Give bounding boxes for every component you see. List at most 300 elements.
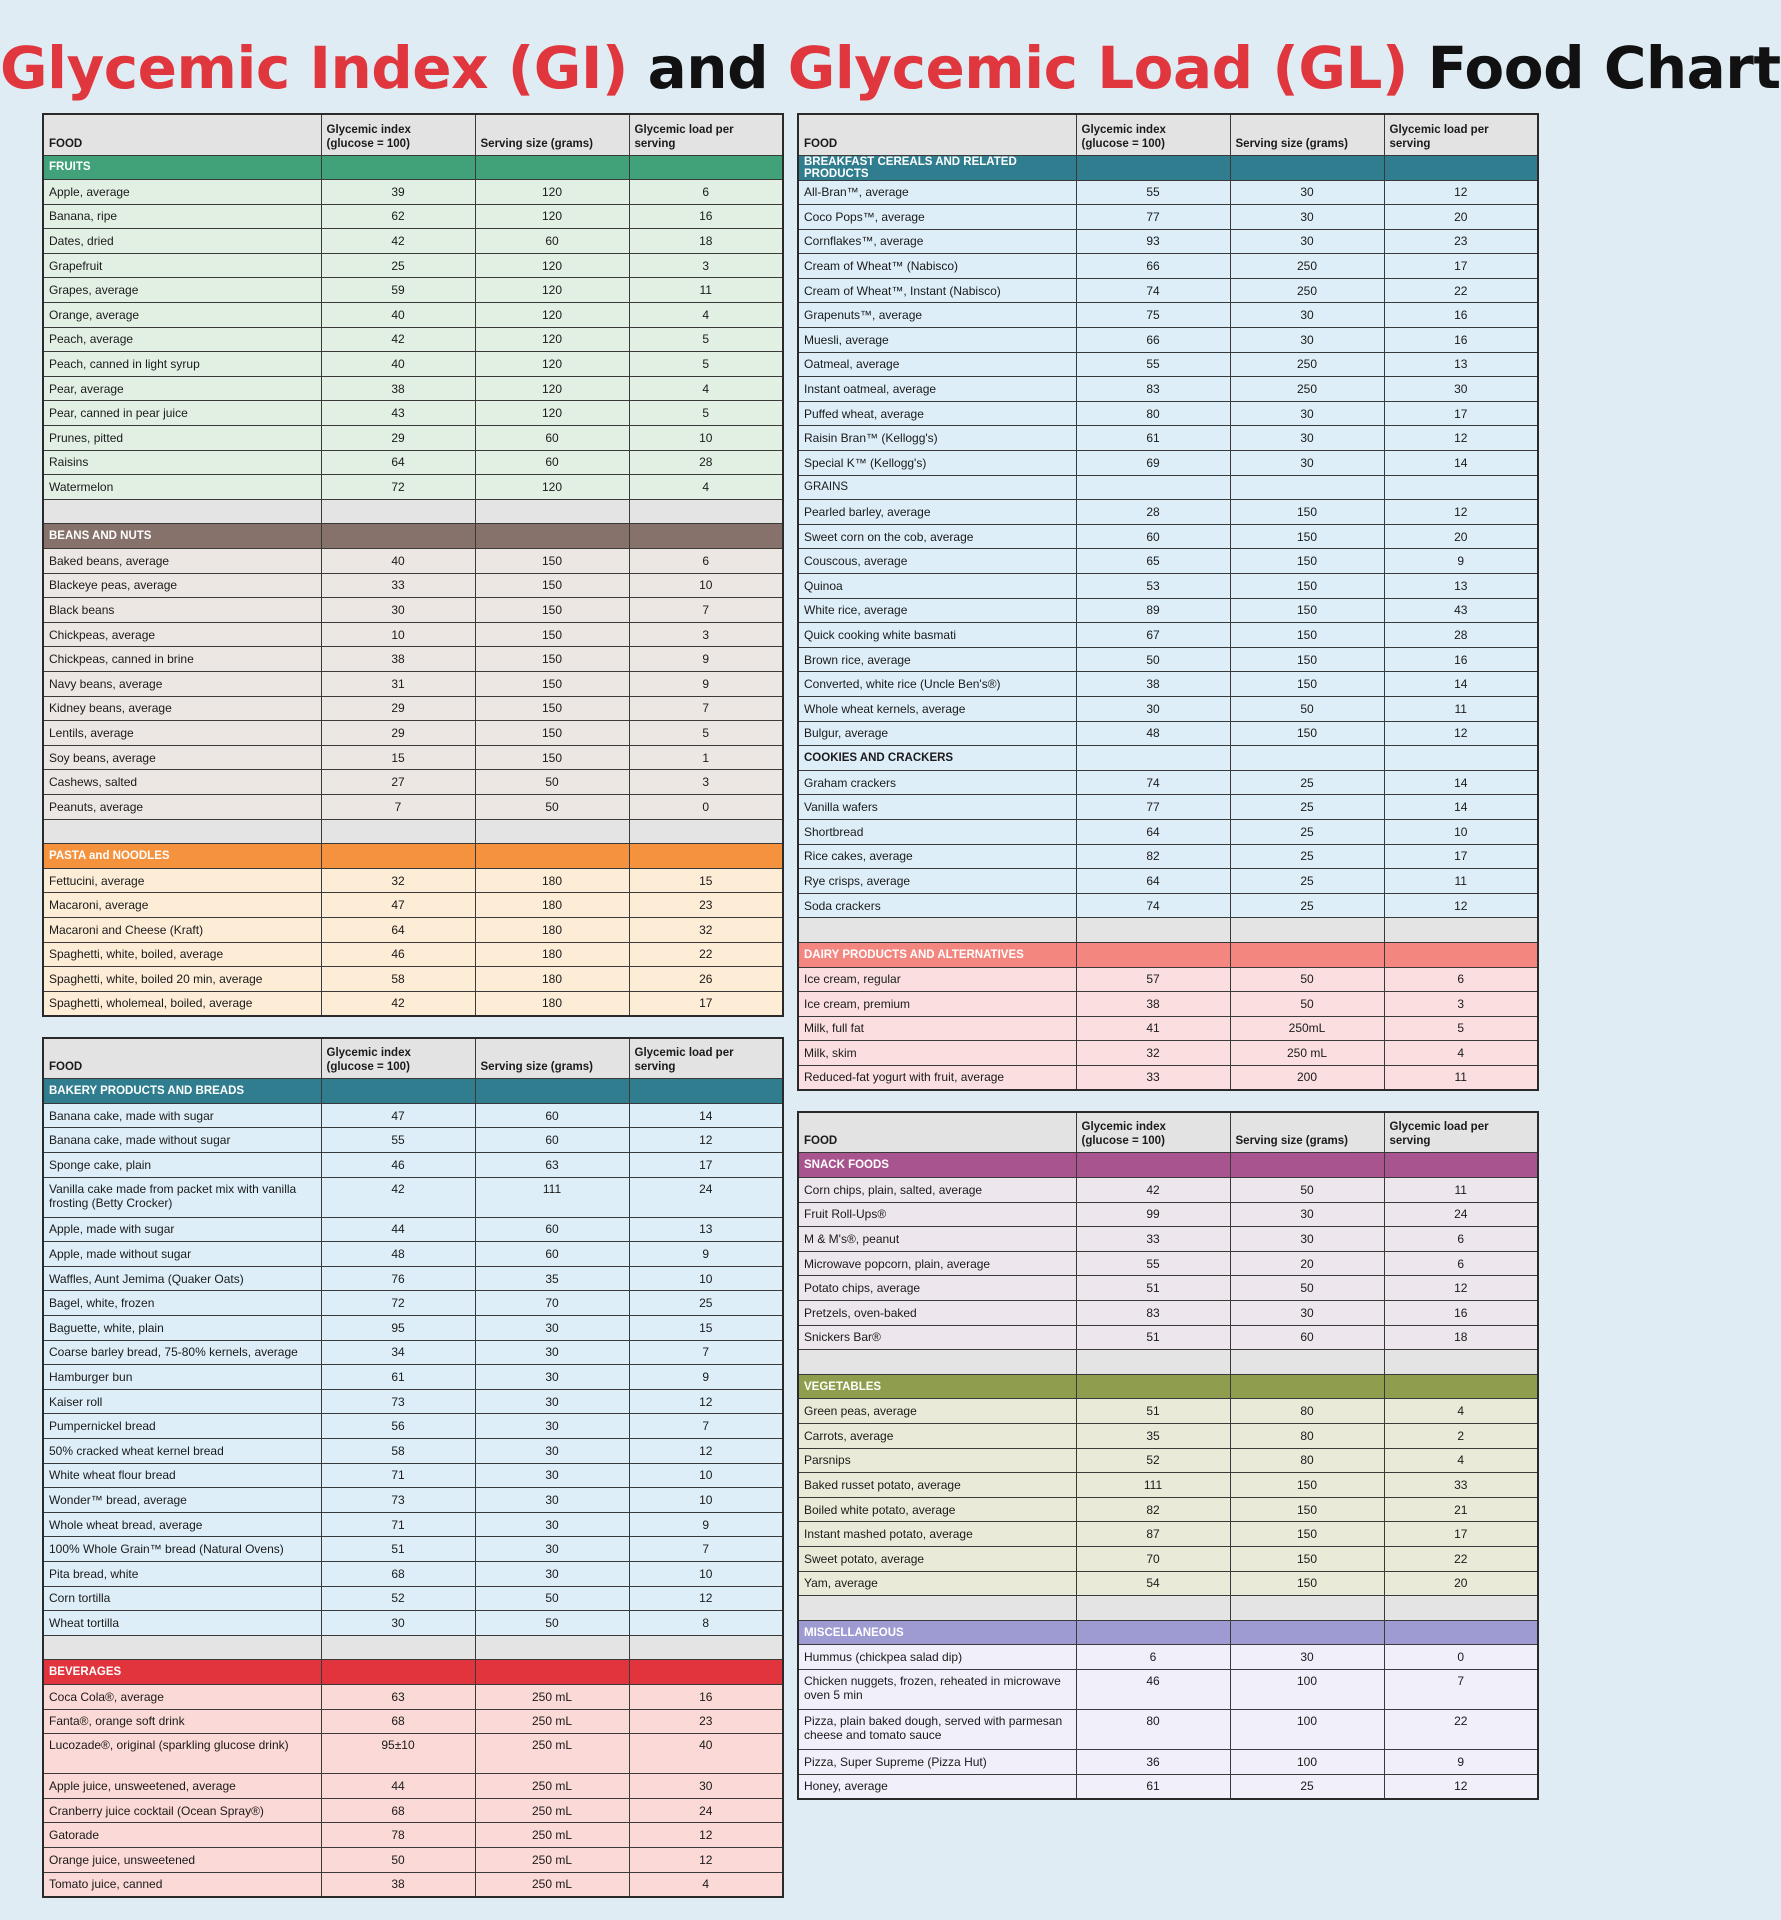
food-row	[43, 696, 783, 721]
food-name: Peach, canned in light syrup	[43, 352, 321, 377]
food-name: Boiled white potato, average	[798, 1497, 1076, 1522]
food-row	[798, 229, 1538, 254]
category-name: GRAINS	[798, 475, 1076, 500]
serving-size-value: 150	[1230, 1497, 1384, 1522]
gi-value: 48	[321, 1242, 475, 1267]
gl-value: 15	[629, 868, 783, 893]
gi-value: 60	[1076, 524, 1230, 549]
gi-value: 67	[1076, 623, 1230, 648]
gl-value: 16	[629, 204, 783, 229]
serving-size-value: 150	[1230, 1473, 1384, 1498]
category-header-pasta-and-noodles	[43, 844, 783, 869]
gi-value: 55	[1076, 352, 1230, 377]
category-name: BAKERY PRODUCTS AND BREADS	[43, 1079, 321, 1104]
header-glycemic-index: Glycemic index (glucose = 100)	[1076, 114, 1230, 155]
food-name: Raisins	[43, 450, 321, 475]
serving-size-value: 120	[475, 376, 629, 401]
gi-value: 77	[1076, 795, 1230, 820]
category-filler	[475, 155, 629, 180]
gi-value: 42	[321, 991, 475, 1016]
gi-value: 34	[321, 1340, 475, 1365]
gl-value: 7	[629, 1340, 783, 1365]
food-name: Special K™ (Kellogg's)	[798, 451, 1076, 476]
gi-value: 77	[1076, 205, 1230, 230]
header-serving-size: Serving size (grams)	[1230, 114, 1384, 155]
food-name: 100% Whole Grain™ bread (Natural Ovens)	[43, 1537, 321, 1562]
gl-value: 9	[629, 671, 783, 696]
gl-value: 14	[629, 1103, 783, 1128]
food-name: Bulgur, average	[798, 721, 1076, 746]
food-row	[798, 278, 1538, 303]
food-name: Hummus (chickpea salad dip)	[798, 1645, 1076, 1670]
category-filler	[475, 1660, 629, 1685]
food-name: Carrots, average	[798, 1424, 1076, 1449]
serving-size-value: 180	[475, 868, 629, 893]
gi-value: 55	[1076, 1251, 1230, 1276]
food-row	[43, 1537, 783, 1562]
food-name: Pretzels, oven-baked	[798, 1301, 1076, 1326]
food-row	[43, 327, 783, 352]
food-name: Grapes, average	[43, 278, 321, 303]
food-name: Coarse barley bread, 75-80% kernels, average	[43, 1340, 321, 1365]
gi-value: 47	[321, 1103, 475, 1128]
spacer-cell	[43, 1635, 321, 1660]
food-name: Baguette, white, plain	[43, 1316, 321, 1341]
food-row	[43, 1242, 783, 1267]
food-name: Sweet corn on the cob, average	[798, 524, 1076, 549]
food-row	[798, 1497, 1538, 1522]
food-name: Apple juice, unsweetened, average	[43, 1774, 321, 1799]
gi-value: 70	[1076, 1546, 1230, 1571]
food-name: Vanilla wafers	[798, 795, 1076, 820]
gl-value: 14	[1384, 795, 1538, 820]
serving-size-value: 25	[1230, 770, 1384, 795]
food-row	[43, 229, 783, 254]
header-serving-size: Serving size (grams)	[475, 1038, 629, 1079]
gl-value: 6	[1384, 1251, 1538, 1276]
category-header-miscellaneous	[798, 1620, 1538, 1645]
food-row	[43, 1217, 783, 1242]
food-row	[43, 671, 783, 696]
category-name: BEANS AND NUTS	[43, 524, 321, 549]
spacer-cell	[1230, 1350, 1384, 1375]
food-name: Rice cakes, average	[798, 844, 1076, 869]
gl-value: 12	[1384, 426, 1538, 451]
serving-size-value: 30	[1230, 180, 1384, 205]
serving-size-value: 250 mL	[475, 1823, 629, 1848]
food-name: Brown rice, average	[798, 647, 1076, 672]
food-name: Raisin Bran™ (Kellogg's)	[798, 426, 1076, 451]
gl-value: 12	[1384, 1276, 1538, 1301]
gl-value: 12	[1384, 1774, 1538, 1799]
food-name: Coco Pops™, average	[798, 205, 1076, 230]
category-filler	[1384, 746, 1538, 771]
gl-value: 14	[1384, 451, 1538, 476]
serving-size-value: 120	[475, 352, 629, 377]
gl-value: 6	[1384, 1227, 1538, 1252]
gi-value: 65	[1076, 549, 1230, 574]
food-name: Cream of Wheat™ (Nabisco)	[798, 254, 1076, 279]
gl-value: 4	[629, 376, 783, 401]
food-name: Whole wheat bread, average	[43, 1512, 321, 1537]
gl-value: 0	[1384, 1645, 1538, 1670]
category-filler	[1384, 155, 1538, 180]
category-name: COOKIES AND CRACKERS	[798, 746, 1076, 771]
serving-size-value: 70	[475, 1291, 629, 1316]
table-header-row	[43, 114, 783, 155]
serving-size-value: 150	[475, 573, 629, 598]
spacer-cell	[629, 1635, 783, 1660]
gi-value: 74	[1076, 770, 1230, 795]
food-row	[798, 795, 1538, 820]
food-name: Macaroni, average	[43, 893, 321, 918]
serving-size-value: 200	[1230, 1065, 1384, 1090]
gl-value: 24	[1384, 1202, 1538, 1227]
serving-size-value: 30	[475, 1439, 629, 1464]
title-food-chart: Food Chart	[1427, 34, 1781, 102]
serving-size-value: 150	[475, 622, 629, 647]
serving-size-value: 250	[1230, 254, 1384, 279]
food-name: Wheat tortilla	[43, 1611, 321, 1636]
food-name: Orange juice, unsweetened	[43, 1847, 321, 1872]
gl-value: 4	[1384, 1448, 1538, 1473]
serving-size-value: 120	[475, 401, 629, 426]
gl-value: 10	[629, 426, 783, 451]
gl-value: 33	[1384, 1473, 1538, 1498]
serving-size-value: 150	[1230, 598, 1384, 623]
food-row	[43, 1823, 783, 1848]
serving-size-value: 50	[1230, 1276, 1384, 1301]
serving-size-value: 50	[1230, 696, 1384, 721]
food-row	[43, 204, 783, 229]
gi-value: 43	[321, 401, 475, 426]
gl-value: 11	[1384, 869, 1538, 894]
food-row	[43, 1414, 783, 1439]
food-name: Milk, full fat	[798, 1016, 1076, 1041]
serving-size-value: 25	[1230, 795, 1384, 820]
food-name: Sweet potato, average	[798, 1546, 1076, 1571]
food-name: Spaghetti, white, boiled, average	[43, 942, 321, 967]
spacer-row	[43, 1635, 783, 1660]
serving-size-value: 150	[1230, 1522, 1384, 1547]
food-name: Snickers Bar®	[798, 1325, 1076, 1350]
gl-value: 5	[629, 352, 783, 377]
serving-size-value: 60	[475, 1128, 629, 1153]
serving-size-value: 120	[475, 204, 629, 229]
serving-size-value: 150	[1230, 672, 1384, 697]
food-name: Corn chips, plain, salted, average	[798, 1178, 1076, 1203]
gi-value: 76	[321, 1266, 475, 1291]
food-name: Pizza, Super Supreme (Pizza Hut)	[798, 1749, 1076, 1774]
gi-value: 63	[321, 1684, 475, 1709]
gl-value: 9	[1384, 1749, 1538, 1774]
gi-value: 10	[321, 622, 475, 647]
food-name: Soda crackers	[798, 893, 1076, 918]
category-filler	[1384, 1620, 1538, 1645]
serving-size-value: 20	[1230, 1251, 1384, 1276]
gi-value: 31	[321, 671, 475, 696]
serving-size-value: 60	[475, 1242, 629, 1267]
gi-value: 38	[1076, 672, 1230, 697]
food-row	[798, 1571, 1538, 1596]
serving-size-value: 25	[1230, 844, 1384, 869]
gi-value: 55	[321, 1128, 475, 1153]
food-row	[43, 1872, 783, 1897]
gi-value: 44	[321, 1217, 475, 1242]
food-row	[43, 1561, 783, 1586]
category-filler	[629, 524, 783, 549]
serving-size-value: 30	[475, 1537, 629, 1562]
serving-size-value: 25	[1230, 1774, 1384, 1799]
gl-value: 0	[629, 794, 783, 819]
gl-value: 16	[1384, 647, 1538, 672]
gl-value: 10	[629, 1463, 783, 1488]
category-header-beans-and-nuts	[43, 524, 783, 549]
gl-value: 17	[1384, 1522, 1538, 1547]
food-row	[43, 1177, 783, 1217]
food-name: Black beans	[43, 598, 321, 623]
food-name: 50% cracked wheat kernel bread	[43, 1439, 321, 1464]
gl-value: 17	[1384, 401, 1538, 426]
gi-value: 80	[1076, 401, 1230, 426]
food-name: Dates, dried	[43, 229, 321, 254]
food-name: Pizza, plain baked dough, served with parmesan cheese and tomato sauce	[798, 1709, 1076, 1749]
food-row	[43, 647, 783, 672]
gl-value: 12	[629, 1823, 783, 1848]
food-row	[43, 1488, 783, 1513]
food-row	[798, 1774, 1538, 1799]
gl-value: 12	[629, 1128, 783, 1153]
spacer-cell	[475, 1635, 629, 1660]
gi-value: 56	[321, 1414, 475, 1439]
food-name: Peanuts, average	[43, 794, 321, 819]
food-name: Watermelon	[43, 475, 321, 500]
spacer-cell	[1384, 1350, 1538, 1375]
gl-value: 16	[1384, 1301, 1538, 1326]
food-row	[798, 721, 1538, 746]
serving-size-value: 30	[1230, 1202, 1384, 1227]
serving-size-value: 50	[1230, 992, 1384, 1017]
gl-value: 7	[629, 696, 783, 721]
header-food: FOOD	[798, 114, 1076, 155]
gl-value: 9	[1384, 549, 1538, 574]
food-row	[43, 893, 783, 918]
category-filler	[321, 155, 475, 180]
gi-value: 38	[321, 1872, 475, 1897]
serving-size-value: 180	[475, 991, 629, 1016]
serving-size-value: 150	[1230, 647, 1384, 672]
food-row	[43, 1774, 783, 1799]
food-name: Blackeye peas, average	[43, 573, 321, 598]
serving-size-value: 250 mL	[475, 1709, 629, 1734]
serving-size-value: 25	[1230, 819, 1384, 844]
gi-value: 15	[321, 745, 475, 770]
serving-size-value: 50	[475, 1611, 629, 1636]
food-name: Kidney beans, average	[43, 696, 321, 721]
gl-value: 4	[629, 1872, 783, 1897]
food-name: Pear, canned in pear juice	[43, 401, 321, 426]
gi-value: 7	[321, 794, 475, 819]
food-name: Potato chips, average	[798, 1276, 1076, 1301]
food-name: Apple, average	[43, 180, 321, 205]
gl-value: 43	[1384, 598, 1538, 623]
category-filler	[321, 524, 475, 549]
gi-value: 71	[321, 1512, 475, 1537]
gl-value: 3	[629, 770, 783, 795]
gl-value: 18	[629, 229, 783, 254]
gl-value: 4	[1384, 1041, 1538, 1066]
gl-value: 17	[1384, 254, 1538, 279]
page-title	[0, 30, 1781, 106]
food-name: Cranberry juice cocktail (Ocean Spray®)	[43, 1798, 321, 1823]
food-row	[798, 426, 1538, 451]
serving-size-value: 35	[475, 1266, 629, 1291]
gl-value: 4	[1384, 1399, 1538, 1424]
gi-value: 33	[321, 573, 475, 598]
left-table-1	[42, 113, 784, 1017]
gl-value: 25	[629, 1291, 783, 1316]
food-name: Muesli, average	[798, 328, 1076, 353]
header-serving-size: Serving size (grams)	[475, 114, 629, 155]
serving-size-value: 50	[475, 1586, 629, 1611]
food-row	[798, 377, 1538, 402]
food-row	[43, 942, 783, 967]
category-name: BREAKFAST CEREALS AND RELATED PRODUCTS	[798, 155, 1076, 180]
food-row	[43, 376, 783, 401]
food-row	[798, 1016, 1538, 1041]
gi-value: 64	[321, 450, 475, 475]
category-name: SNACK FOODS	[798, 1153, 1076, 1178]
gi-value: 99	[1076, 1202, 1230, 1227]
food-row	[43, 794, 783, 819]
gi-value: 51	[1076, 1325, 1230, 1350]
gl-value: 12	[1384, 721, 1538, 746]
category-name: PASTA and NOODLES	[43, 844, 321, 869]
gl-value: 8	[629, 1611, 783, 1636]
food-name: Corn tortilla	[43, 1586, 321, 1611]
table-header-row	[798, 1112, 1538, 1153]
gi-value: 66	[1076, 254, 1230, 279]
food-row	[798, 524, 1538, 549]
gi-value: 6	[1076, 1645, 1230, 1670]
spacer-cell	[629, 819, 783, 844]
serving-size-value: 120	[475, 180, 629, 205]
food-row	[798, 869, 1538, 894]
food-name: Chickpeas, canned in brine	[43, 647, 321, 672]
gl-value: 5	[629, 721, 783, 746]
gl-value: 13	[1384, 352, 1538, 377]
food-name: Baked beans, average	[43, 549, 321, 574]
gl-value: 20	[1384, 205, 1538, 230]
gi-value: 42	[321, 229, 475, 254]
food-row	[43, 303, 783, 328]
gl-value: 9	[629, 647, 783, 672]
category-name: FRUITS	[43, 155, 321, 180]
food-row	[43, 1153, 783, 1178]
food-row	[798, 1178, 1538, 1203]
serving-size-value: 250 mL	[475, 1684, 629, 1709]
food-row	[798, 328, 1538, 353]
serving-size-value: 150	[1230, 1546, 1384, 1571]
category-filler	[1230, 942, 1384, 967]
food-row	[43, 1439, 783, 1464]
food-name: All-Bran™, average	[798, 180, 1076, 205]
serving-size-value: 50	[475, 770, 629, 795]
gl-value: 6	[1384, 967, 1538, 992]
spacer-cell	[1384, 1596, 1538, 1621]
food-name: Banana, ripe	[43, 204, 321, 229]
header-food: FOOD	[43, 114, 321, 155]
gl-value: 24	[629, 1177, 783, 1217]
serving-size-value: 150	[475, 647, 629, 672]
food-name: Waffles, Aunt Jemima (Quaker Oats)	[43, 1266, 321, 1291]
left-table-2	[42, 1037, 784, 1898]
gl-value: 7	[629, 598, 783, 623]
gi-value: 83	[1076, 1301, 1230, 1326]
gl-value: 13	[1384, 574, 1538, 599]
category-header-vegetables	[798, 1374, 1538, 1399]
food-row	[43, 1316, 783, 1341]
food-name: Graham crackers	[798, 770, 1076, 795]
serving-size-value: 150	[1230, 500, 1384, 525]
food-name: Yam, average	[798, 1571, 1076, 1596]
gi-value: 38	[321, 647, 475, 672]
gl-value: 12	[1384, 180, 1538, 205]
serving-size-value: 30	[475, 1488, 629, 1513]
gi-value: 33	[1076, 1227, 1230, 1252]
food-name: Instant oatmeal, average	[798, 377, 1076, 402]
serving-size-value: 30	[1230, 303, 1384, 328]
food-name: White rice, average	[798, 598, 1076, 623]
serving-size-value: 30	[475, 1512, 629, 1537]
spacer-cell	[43, 819, 321, 844]
food-row	[798, 1065, 1538, 1090]
serving-size-value: 250mL	[1230, 1016, 1384, 1041]
serving-size-value: 250 mL	[475, 1734, 629, 1774]
serving-size-value: 30	[475, 1561, 629, 1586]
gi-value: 32	[321, 868, 475, 893]
gl-value: 14	[1384, 770, 1538, 795]
gl-value: 6	[629, 180, 783, 205]
gl-value: 4	[629, 303, 783, 328]
serving-size-value: 60	[475, 426, 629, 451]
food-name: Pumpernickel bread	[43, 1414, 321, 1439]
serving-size-value: 30	[1230, 1227, 1384, 1252]
gi-value: 30	[1076, 696, 1230, 721]
food-name: Banana cake, made without sugar	[43, 1128, 321, 1153]
gl-value: 9	[629, 1365, 783, 1390]
serving-size-value: 30	[1230, 328, 1384, 353]
gi-value: 53	[1076, 574, 1230, 599]
left-column	[42, 113, 784, 1898]
food-row	[798, 1669, 1538, 1709]
serving-size-value: 250 mL	[1230, 1041, 1384, 1066]
food-name: Converted, white rice (Uncle Ben's®)	[798, 672, 1076, 697]
food-row	[43, 868, 783, 893]
gi-value: 61	[1076, 1774, 1230, 1799]
gi-value: 40	[321, 303, 475, 328]
gi-value: 72	[321, 1291, 475, 1316]
food-name: Oatmeal, average	[798, 352, 1076, 377]
food-name: Green peas, average	[798, 1399, 1076, 1424]
food-row	[43, 1365, 783, 1390]
food-name: Cashews, salted	[43, 770, 321, 795]
food-row	[798, 180, 1538, 205]
category-filler	[629, 1660, 783, 1685]
spacer-cell	[1076, 1350, 1230, 1375]
gi-value: 66	[1076, 328, 1230, 353]
gl-value: 12	[629, 1586, 783, 1611]
